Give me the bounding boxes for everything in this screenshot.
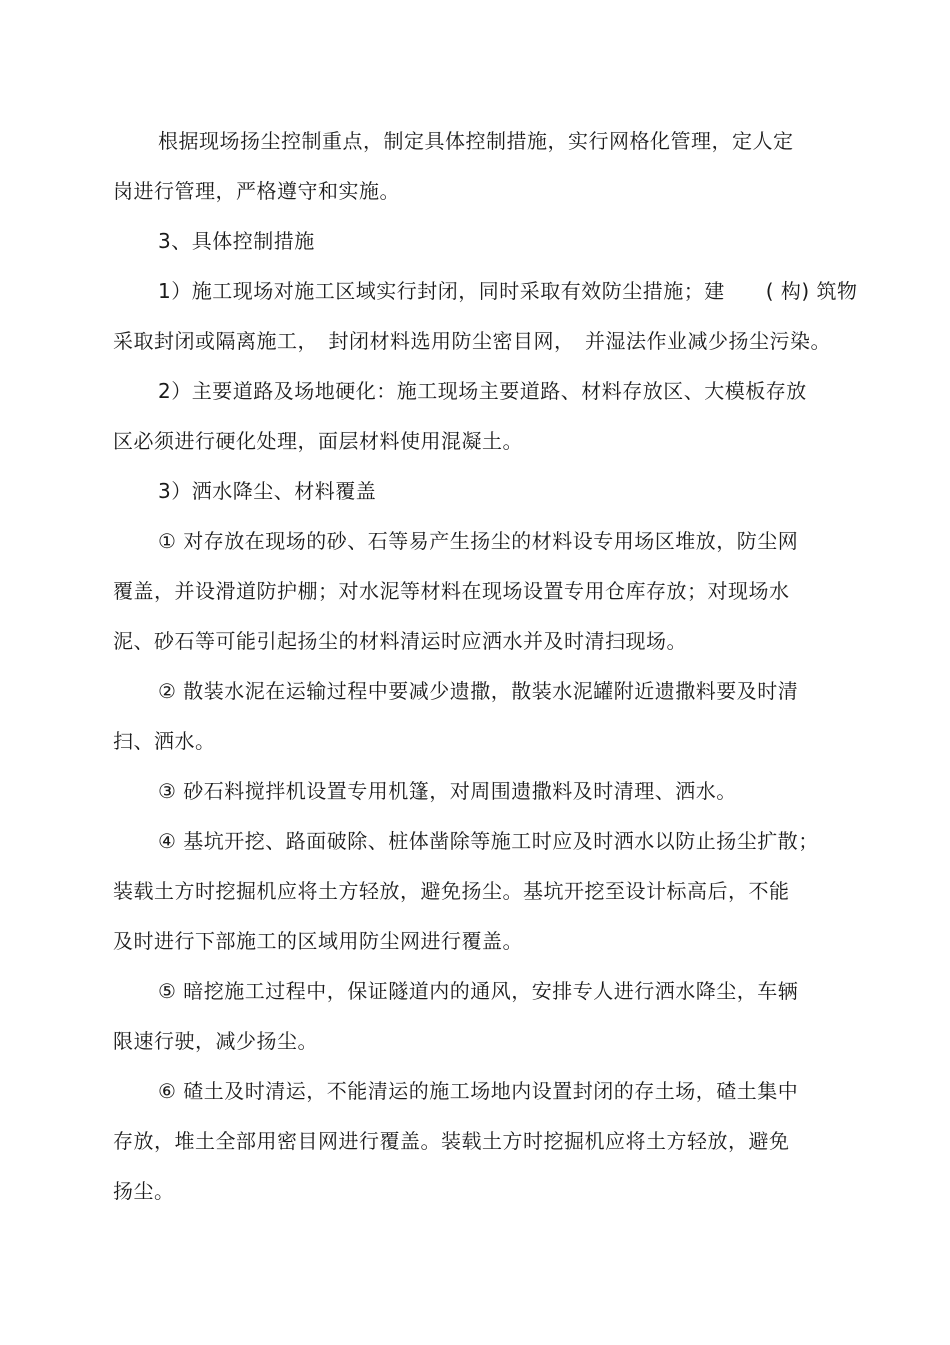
section-heading: 3、具体控制措施 bbox=[158, 229, 315, 253]
text-line: 采取封闭或隔离施工， 封闭材料选用防尘密目网， 并湿法作业减少扬尘污染。 bbox=[113, 329, 831, 353]
text-line: 装载土方时挖掘机应将土方轻放，避免扬尘。基坑开挖至设计标高后，不能 bbox=[113, 879, 790, 903]
text-line: 泥、砂石等可能引起扬尘的材料清运时应洒水并及时清扫现场。 bbox=[113, 629, 687, 653]
subsection-heading: 3）洒水降尘、材料覆盖 bbox=[158, 479, 377, 503]
text-line: ③ 砂石料搅拌机设置专用机篷，对周围遗撒料及时清理、洒水。 bbox=[158, 779, 737, 803]
text-line: 岗进行管理，严格遵守和实施。 bbox=[113, 179, 400, 203]
text-line: ② 散装水泥在运输过程中要减少遗撒，散装水泥罐附近遗撒料要及时清 bbox=[158, 679, 799, 703]
text-line: ⑤ 暗挖施工过程中，保证隧道内的通风，安排专人进行洒水降尘，车辆 bbox=[158, 979, 799, 1003]
text-line: 2）主要道路及场地硬化：施工现场主要道路、材料存放区、大模板存放 bbox=[158, 379, 807, 403]
text-line: 根据现场扬尘控制重点，制定具体控制措施，实行网格化管理，定人定 bbox=[158, 129, 794, 153]
text-line: 扬尘。 bbox=[113, 1179, 175, 1203]
text-line: ⑥ 碴土及时清运，不能清运的施工场地内设置封闭的存土场，碴土集中 bbox=[158, 1079, 799, 1103]
text-line: 区必须进行硬化处理，面层材料使用混凝土。 bbox=[113, 429, 523, 453]
text-line: ① 对存放在现场的砂、石等易产生扬尘的材料设专用场区堆放，防尘网 bbox=[158, 529, 799, 553]
text-line: 限速行驶，减少扬尘。 bbox=[113, 1029, 318, 1053]
text-line: 覆盖，并设滑道防护棚；对水泥等材料在现场设置专用仓库存放；对现场水 bbox=[113, 579, 790, 603]
text-line: 及时进行下部施工的区域用防尘网进行覆盖。 bbox=[113, 929, 523, 953]
text-line: 1）施工现场对施工区域实行封闭，同时采取有效防尘措施；建 ( 构) 筑物 bbox=[158, 279, 858, 303]
text-line: 扫、洒水。 bbox=[113, 729, 216, 753]
text-line: ④ 基坑开挖、路面破除、桩体凿除等施工时应及时洒水以防止扬尘扩散； bbox=[158, 829, 819, 853]
text-line: 存放，堆土全部用密目网进行覆盖。装载土方时挖掘机应将土方轻放，避免 bbox=[113, 1129, 790, 1153]
